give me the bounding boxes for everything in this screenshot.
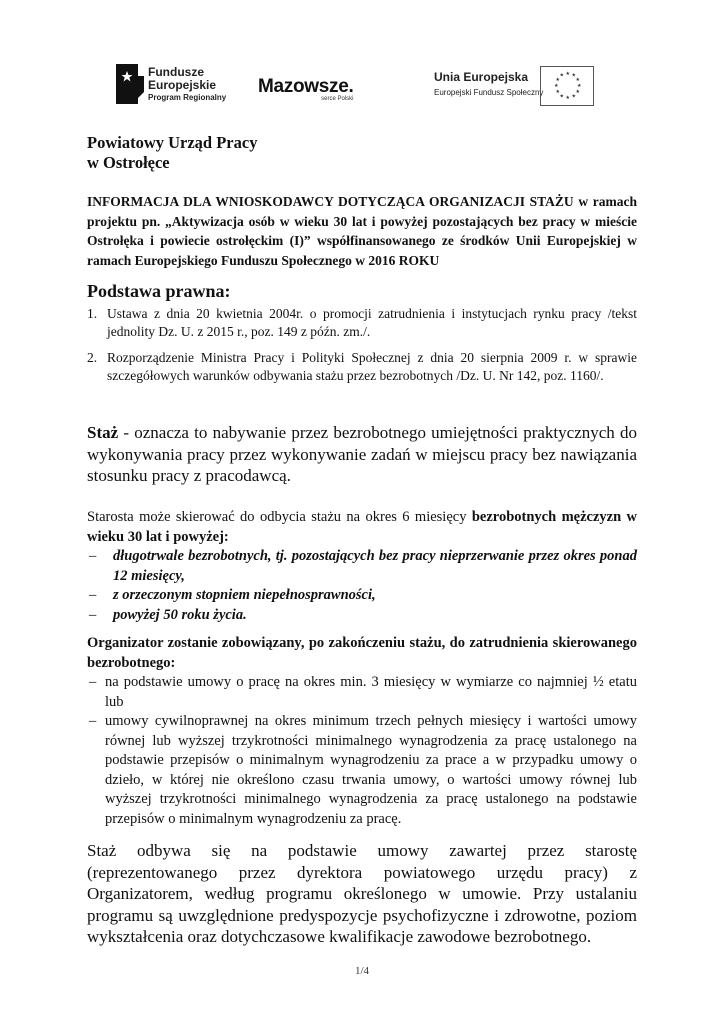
- svg-text:★: ★: [559, 93, 564, 100]
- list-item-number: 2.: [87, 350, 98, 365]
- fe-logo-line1: Fundusze: [148, 64, 204, 79]
- svg-text:★: ★: [575, 89, 580, 95]
- organizer-obligations-list: [87, 673, 637, 829]
- fe-logo-line2: Europejskie: [148, 78, 217, 93]
- office-name: [87, 133, 257, 173]
- list-item: – długotrwale bezrobotnych, tj. pozostających bez pracy nieprzerwanie przez okres ponad 12 miesięcy,: [89, 548, 637, 584]
- list-item: – na podstawie umowy o pracę na okres min. 3 miesięcy w wymiarze co najmniej ½ etatu lub: [89, 674, 637, 710]
- fe-logo-line3: Program Regionalny: [148, 93, 227, 103]
- staz-definition: [87, 422, 637, 487]
- organizer-section: [87, 634, 637, 829]
- list-item-text: powyżej 50 roku życia.: [113, 606, 247, 623]
- ue-logo-line2: Europejski Fundusz Społeczny: [434, 88, 544, 97]
- svg-text:★: ★: [565, 95, 570, 101]
- list-item: [87, 349, 637, 385]
- svg-text:★: ★: [575, 77, 580, 83]
- office-name-line2: w Ostrołęce: [87, 153, 170, 172]
- organizer-heading: Organizator zostanie zobowiązany, po zakończeniu stażu, do zatrudnienia skierowanego bezrobotnego:: [87, 635, 637, 671]
- list-item-text: Ustawa z dnia 20 kwietnia 2004r. o promocji zatrudnienia i instytucjach rynku pracy /tekst jednolity Dz. U. z 2015 r., poz. 149 z późn. zm./.: [107, 306, 637, 339]
- list-item-text: umowy cywilnoprawnej na okres minimum trzech pełnych miesięcy i wartości umowy równej lub wyższej trzykrotności minimalnego wynagrodzenia za pracę ustalonego na podstawie przepisów o minimalnym wynagrodzeniu za prace a w przypadku umowy o dzieło, w której nie określono czasu trwania umowy, o wartości umowy równej lub wyższej trzykrotności minimalnego wynagrodzenia za pracę ustalonego na podstawie przepisów o minimalnym wynagrodzeniu za pracę.: [105, 713, 637, 827]
- starosta-intro-text: Starosta może skierować do odbycia stażu na okres 6 miesięcy: [87, 509, 472, 525]
- starosta-intro: [87, 508, 637, 547]
- starosta-section: [87, 508, 637, 625]
- fundusze-europejskie-logo-icon: [114, 62, 144, 106]
- svg-text:★: ★: [571, 93, 576, 100]
- svg-text:★: ★: [565, 71, 570, 77]
- list-item-text: na podstawie umowy o pracę na okres min. 3 miesięcy w wymiarze co najmniej ½ etatu lub: [105, 674, 637, 710]
- list-item: – z orzeczonym stopniem niepełnosprawności,: [89, 587, 376, 603]
- information-heading: INFORMACJA DLA WNIOSKODAWCY DOTYCZĄCA ORGANIZACJI STAŻU w ramach projektu pn. „Aktywizacja osób w wieku 30 lat i powyżej pozostających bez pracy w mieście Ostrołęka i powiecie ostrołęckim (I)” współfinansowanego ze środków Unii Europejskiej w ramach Europejskiego Funduszu Społecznego w 2016 ROKU: [87, 194, 637, 268]
- list-item-number: 1.: [87, 306, 98, 321]
- mazowsze-logo: [258, 76, 354, 102]
- mazowsze-logo-icon: Mazowsze.: [258, 76, 354, 97]
- fundusze-europejskie-logo: [114, 62, 226, 106]
- svg-text:★: ★: [554, 83, 559, 89]
- eu-flag-icon: [540, 66, 594, 106]
- list-item: [87, 305, 637, 341]
- svg-text:★: ★: [555, 77, 560, 83]
- list-item: – umowy cywilnoprawnej na okres minimum trzech pełnych miesięcy i wartości umowy równej lub wyższej trzykrotności minimalnego wynagrodzenia za pracę ustalonego na podstawie przepisów o minimalnym wynagrodzeniu za prace a w przypadku umowy o dzieło, w której nie określono czasu trwania umowy, o wartości umowy równej lub wyższej trzykrotności minimalnego wynagrodzenia za pracę ustalonego na podstawie przepisów o minimalnym wynagrodzeniu za pracę.: [89, 713, 637, 827]
- legal-basis-heading: Podstawa prawna:: [87, 281, 231, 301]
- list-item-text: długotrwale bezrobotnych, tj. pozostających bez pracy nieprzerwanie przez okres ponad 12 miesięcy,: [113, 548, 637, 584]
- starosta-criteria-list: [87, 547, 637, 625]
- svg-text:★: ★: [555, 89, 560, 95]
- eu-logo-text: [434, 70, 543, 97]
- list-item-text: Rozporządzenie Ministra Pracy i Polityki Społecznej z dnia 20 sierpnia 2009 r. w sprawie szczegółowych warunków odbywania stażu przez bezrobotnych /Dz. U. Nr 142, poz. 1160/.: [107, 350, 637, 383]
- final-paragraph: Staż odbywa się na podstawie umowy zawartej przez starostę (reprezentowanego przez dyrektora powiatowego urzędu pracy) z Organizatorem, według programu określonego w umowie. Przy ustalaniu programu są uwzględnione predyspozycje psychofizyczne i zdrowotne, poziom wykształcenia oraz dotychczasowe kwalifikacje zawodowe bezrobotnego.: [87, 841, 637, 946]
- office-name-line1: Powiatowy Urząd Pracy: [87, 133, 258, 152]
- staz-term: Staż: [87, 423, 119, 442]
- list-item: – powyżej 50 roku życia.: [89, 606, 247, 623]
- svg-text:★: ★: [559, 72, 564, 79]
- mazowsze-tagline: serce Polski: [321, 96, 354, 102]
- starosta-intro-bold: bezrobotnych mężczyzn w wieku 30 lat i powyżej:: [87, 509, 637, 545]
- header-logos: [108, 52, 602, 118]
- legal-basis-list: [87, 305, 637, 393]
- list-item-text: z orzeczonym stopniem niepełnosprawności,: [113, 587, 376, 603]
- ue-logo-line1: Unia Europejska: [434, 70, 529, 84]
- svg-text:★: ★: [571, 72, 576, 79]
- svg-text:★: ★: [577, 83, 582, 89]
- staz-definition-text: - oznacza to nabywanie przez bezrobotnego umiejętności praktycznych do wykonywania pracy przez wykonywanie zadań w miejscu pracy bez nawiązania stosunku pracy z pracodawcą.: [87, 423, 637, 485]
- page-number: 1/4: [354, 965, 370, 977]
